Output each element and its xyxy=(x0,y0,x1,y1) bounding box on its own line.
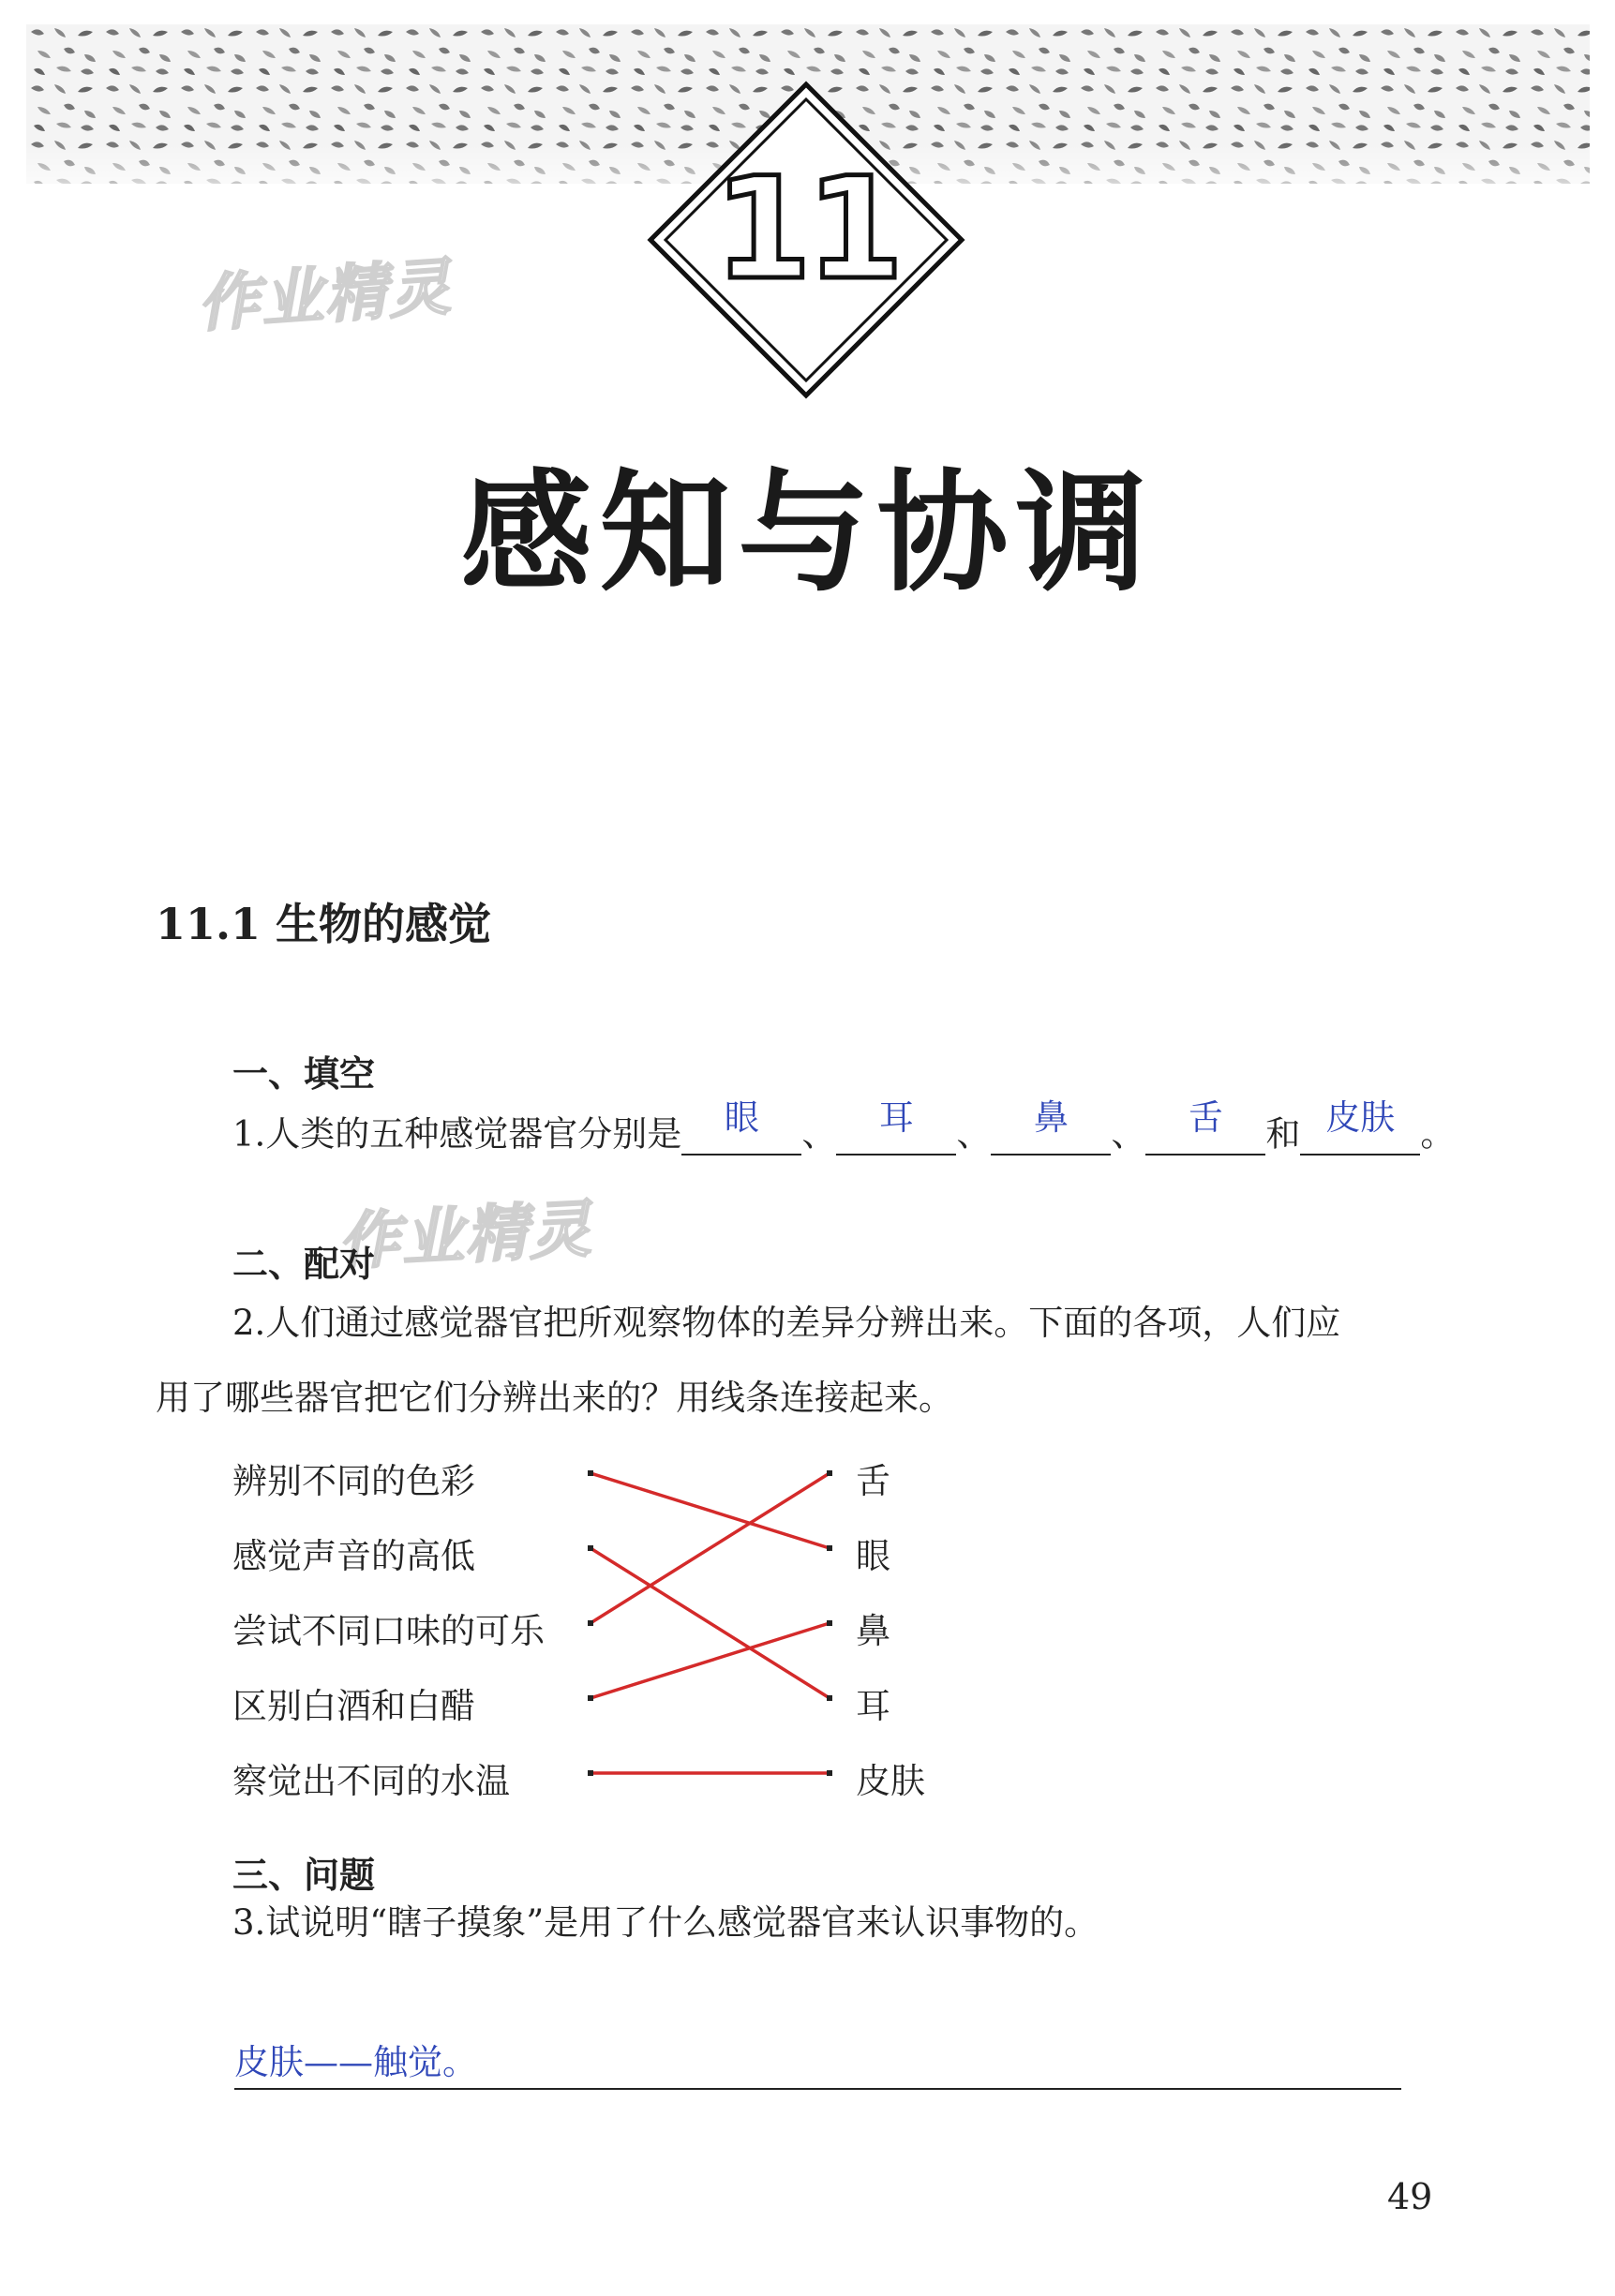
answer-blank xyxy=(991,1097,1111,1155)
watermark-logo: 作业精灵 xyxy=(195,250,455,341)
open-answer: 皮肤——触觉。 xyxy=(234,2042,477,2082)
matching-question-line1: 2.人们通过感觉器官把所观察物体的差异分辨出来。下面的各项，人们应 xyxy=(232,1303,1341,1343)
right-item: 眼 xyxy=(856,1536,890,1576)
left-dot xyxy=(588,1620,593,1626)
answer-blank xyxy=(836,1097,956,1155)
question-text: 1.人类的五种感觉器官分别是 xyxy=(232,1113,682,1155)
left-item: 察觉出不同的水温 xyxy=(232,1761,510,1801)
right-dot xyxy=(827,1470,832,1476)
fill-in-question xyxy=(232,1097,1456,1155)
right-dot xyxy=(827,1620,832,1626)
part1-heading: 一、填空 xyxy=(232,1053,376,1095)
left-item: 尝试不同口味的可乐 xyxy=(232,1611,545,1651)
chapter-number: 11 xyxy=(713,148,899,311)
answer-value: 鼻 xyxy=(1033,1097,1069,1138)
matching-question-line2: 用了哪些器官把它们分辨出来的？用线条连接起来。 xyxy=(156,1378,953,1418)
watermark-logo: 作业精灵 xyxy=(336,1192,595,1279)
right-item: 鼻 xyxy=(856,1611,890,1651)
chapter-title: 感知与协调 xyxy=(460,457,1155,610)
match-line xyxy=(591,1623,830,1698)
part3-heading: 三、问题 xyxy=(232,1855,376,1896)
separator: 、 xyxy=(956,1113,992,1155)
answer-value: 耳 xyxy=(878,1097,914,1138)
answer-line xyxy=(234,2088,1401,2090)
right-item: 舌 xyxy=(856,1461,890,1501)
left-dot xyxy=(588,1770,593,1776)
right-item: 皮肤 xyxy=(856,1761,925,1801)
match-line xyxy=(591,1473,830,1623)
separator: 、 xyxy=(801,1113,837,1155)
left-item: 区别白酒和白醋 xyxy=(232,1686,475,1726)
answer-blank xyxy=(681,1097,801,1155)
answer-value: 舌 xyxy=(1188,1097,1223,1138)
left-item: 感觉声音的高低 xyxy=(232,1536,475,1576)
section-title: 11.1 生物的感觉 xyxy=(156,899,492,949)
match-line xyxy=(591,1548,830,1698)
open-question: 3.试说明“瞎子摸象”是用了什么感觉器官来认识事物的。 xyxy=(232,1902,1099,1943)
part2-heading: 二、配对 xyxy=(232,1244,376,1285)
right-dot xyxy=(827,1545,832,1551)
left-dot xyxy=(588,1545,593,1551)
answer-value: 眼 xyxy=(724,1097,759,1138)
joiner: 和 xyxy=(1265,1113,1301,1155)
right-dot xyxy=(827,1695,832,1701)
sentence-end: 。 xyxy=(1420,1113,1456,1155)
answer-blank xyxy=(1300,1097,1420,1155)
right-dot xyxy=(827,1770,832,1776)
left-item: 辨别不同的色彩 xyxy=(232,1461,475,1501)
left-dot xyxy=(588,1470,593,1476)
match-line xyxy=(591,1473,830,1548)
right-item: 耳 xyxy=(856,1686,890,1726)
page-number: 49 xyxy=(1387,2176,1433,2217)
left-dot xyxy=(588,1695,593,1701)
answer-value: 皮肤 xyxy=(1325,1097,1396,1138)
answer-blank xyxy=(1145,1097,1265,1155)
separator: 、 xyxy=(1111,1113,1146,1155)
